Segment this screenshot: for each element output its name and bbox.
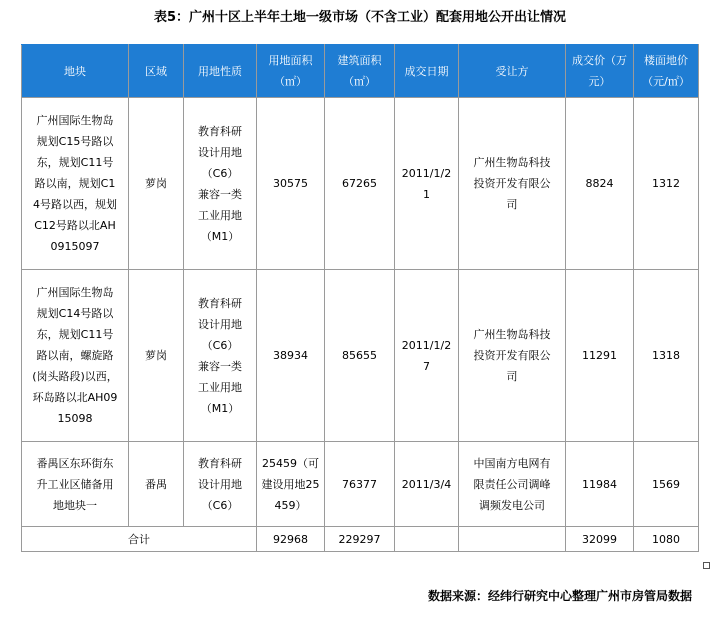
total-date-empty <box>395 527 459 552</box>
header-site-area: 用地面积（㎡） <box>257 45 325 98</box>
data-source-note: 数据来源：经纬行研究中心整理广州市房管局数据 <box>427 589 692 603</box>
cell-district: 萝岗 <box>129 270 184 442</box>
table-row <box>22 98 699 270</box>
cell-land-use: 教育科研设计用地（C6） <box>184 442 257 527</box>
cell-floor-area: 67265 <box>325 98 395 270</box>
header-floor-price: 楼面地价（元/㎡） <box>634 45 699 98</box>
header-date: 成交日期 <box>395 45 459 98</box>
table-title: 表5：广州十区上半年土地一级市场（不含工业）配套用地公开出让情况 <box>153 10 567 25</box>
cell-site-area: 25459（可建设用地25459） <box>257 442 325 527</box>
cell-floor-area: 85655 <box>325 270 395 442</box>
total-label: 合计 <box>22 527 257 552</box>
header-floor-area: 建筑面积（㎡） <box>325 45 395 98</box>
cell-floor-price: 1569 <box>634 442 699 527</box>
cell-site-area: 38934 <box>257 270 325 442</box>
cell-date: 2011/1/27 <box>395 270 459 442</box>
header-district: 区域 <box>129 45 184 98</box>
total-buyer-empty <box>459 527 566 552</box>
cell-parcel: 广州国际生物岛规划C14号路以东，规划C11号路以南，螺旋路(岗头路段)以西，环岛路以北AH0915098 <box>22 270 129 442</box>
table-header-row <box>22 45 699 98</box>
cell-buyer: 广州生物岛科技投资开发有限公司 <box>459 98 566 270</box>
cell-price: 11291 <box>566 270 634 442</box>
cell-district: 萝岗 <box>129 98 184 270</box>
resize-handle[interactable] <box>703 562 710 569</box>
cell-price: 8824 <box>566 98 634 270</box>
cell-floor-price: 1312 <box>634 98 699 270</box>
cell-buyer: 广州生物岛科技投资开发有限公司 <box>459 270 566 442</box>
cell-land-use: 教育科研设计用地（C6）兼容一类工业用地（M1） <box>184 270 257 442</box>
total-site-area: 92968 <box>257 527 325 552</box>
total-row <box>22 527 699 552</box>
total-price: 32099 <box>566 527 634 552</box>
total-floor-area: 229297 <box>325 527 395 552</box>
cell-date: 2011/3/4 <box>395 442 459 527</box>
total-floor-price: 1080 <box>634 527 699 552</box>
table-row <box>22 442 699 527</box>
cell-parcel: 番禺区东环街东升工业区储备用地地块一 <box>22 442 129 527</box>
land-transfer-table <box>21 44 699 552</box>
header-parcel: 地块 <box>22 45 129 98</box>
cell-parcel: 广州国际生物岛规划C15号路以东，规划C11号路以南，规划C14号路以西，规划C12号路以北AH0915097 <box>22 98 129 270</box>
cell-floor-area: 76377 <box>325 442 395 527</box>
cell-floor-price: 1318 <box>634 270 699 442</box>
cell-buyer: 中国南方电网有限责任公司调峰调频发电公司 <box>459 442 566 527</box>
cell-price: 11984 <box>566 442 634 527</box>
cell-site-area: 30575 <box>257 98 325 270</box>
cell-date: 2011/1/21 <box>395 98 459 270</box>
header-price: 成交价（万元） <box>566 45 634 98</box>
header-land-use: 用地性质 <box>184 45 257 98</box>
cell-district: 番禺 <box>129 442 184 527</box>
header-buyer: 受让方 <box>459 45 566 98</box>
table-row <box>22 270 699 442</box>
cell-land-use: 教育科研设计用地（C6）兼容一类工业用地（M1） <box>184 98 257 270</box>
